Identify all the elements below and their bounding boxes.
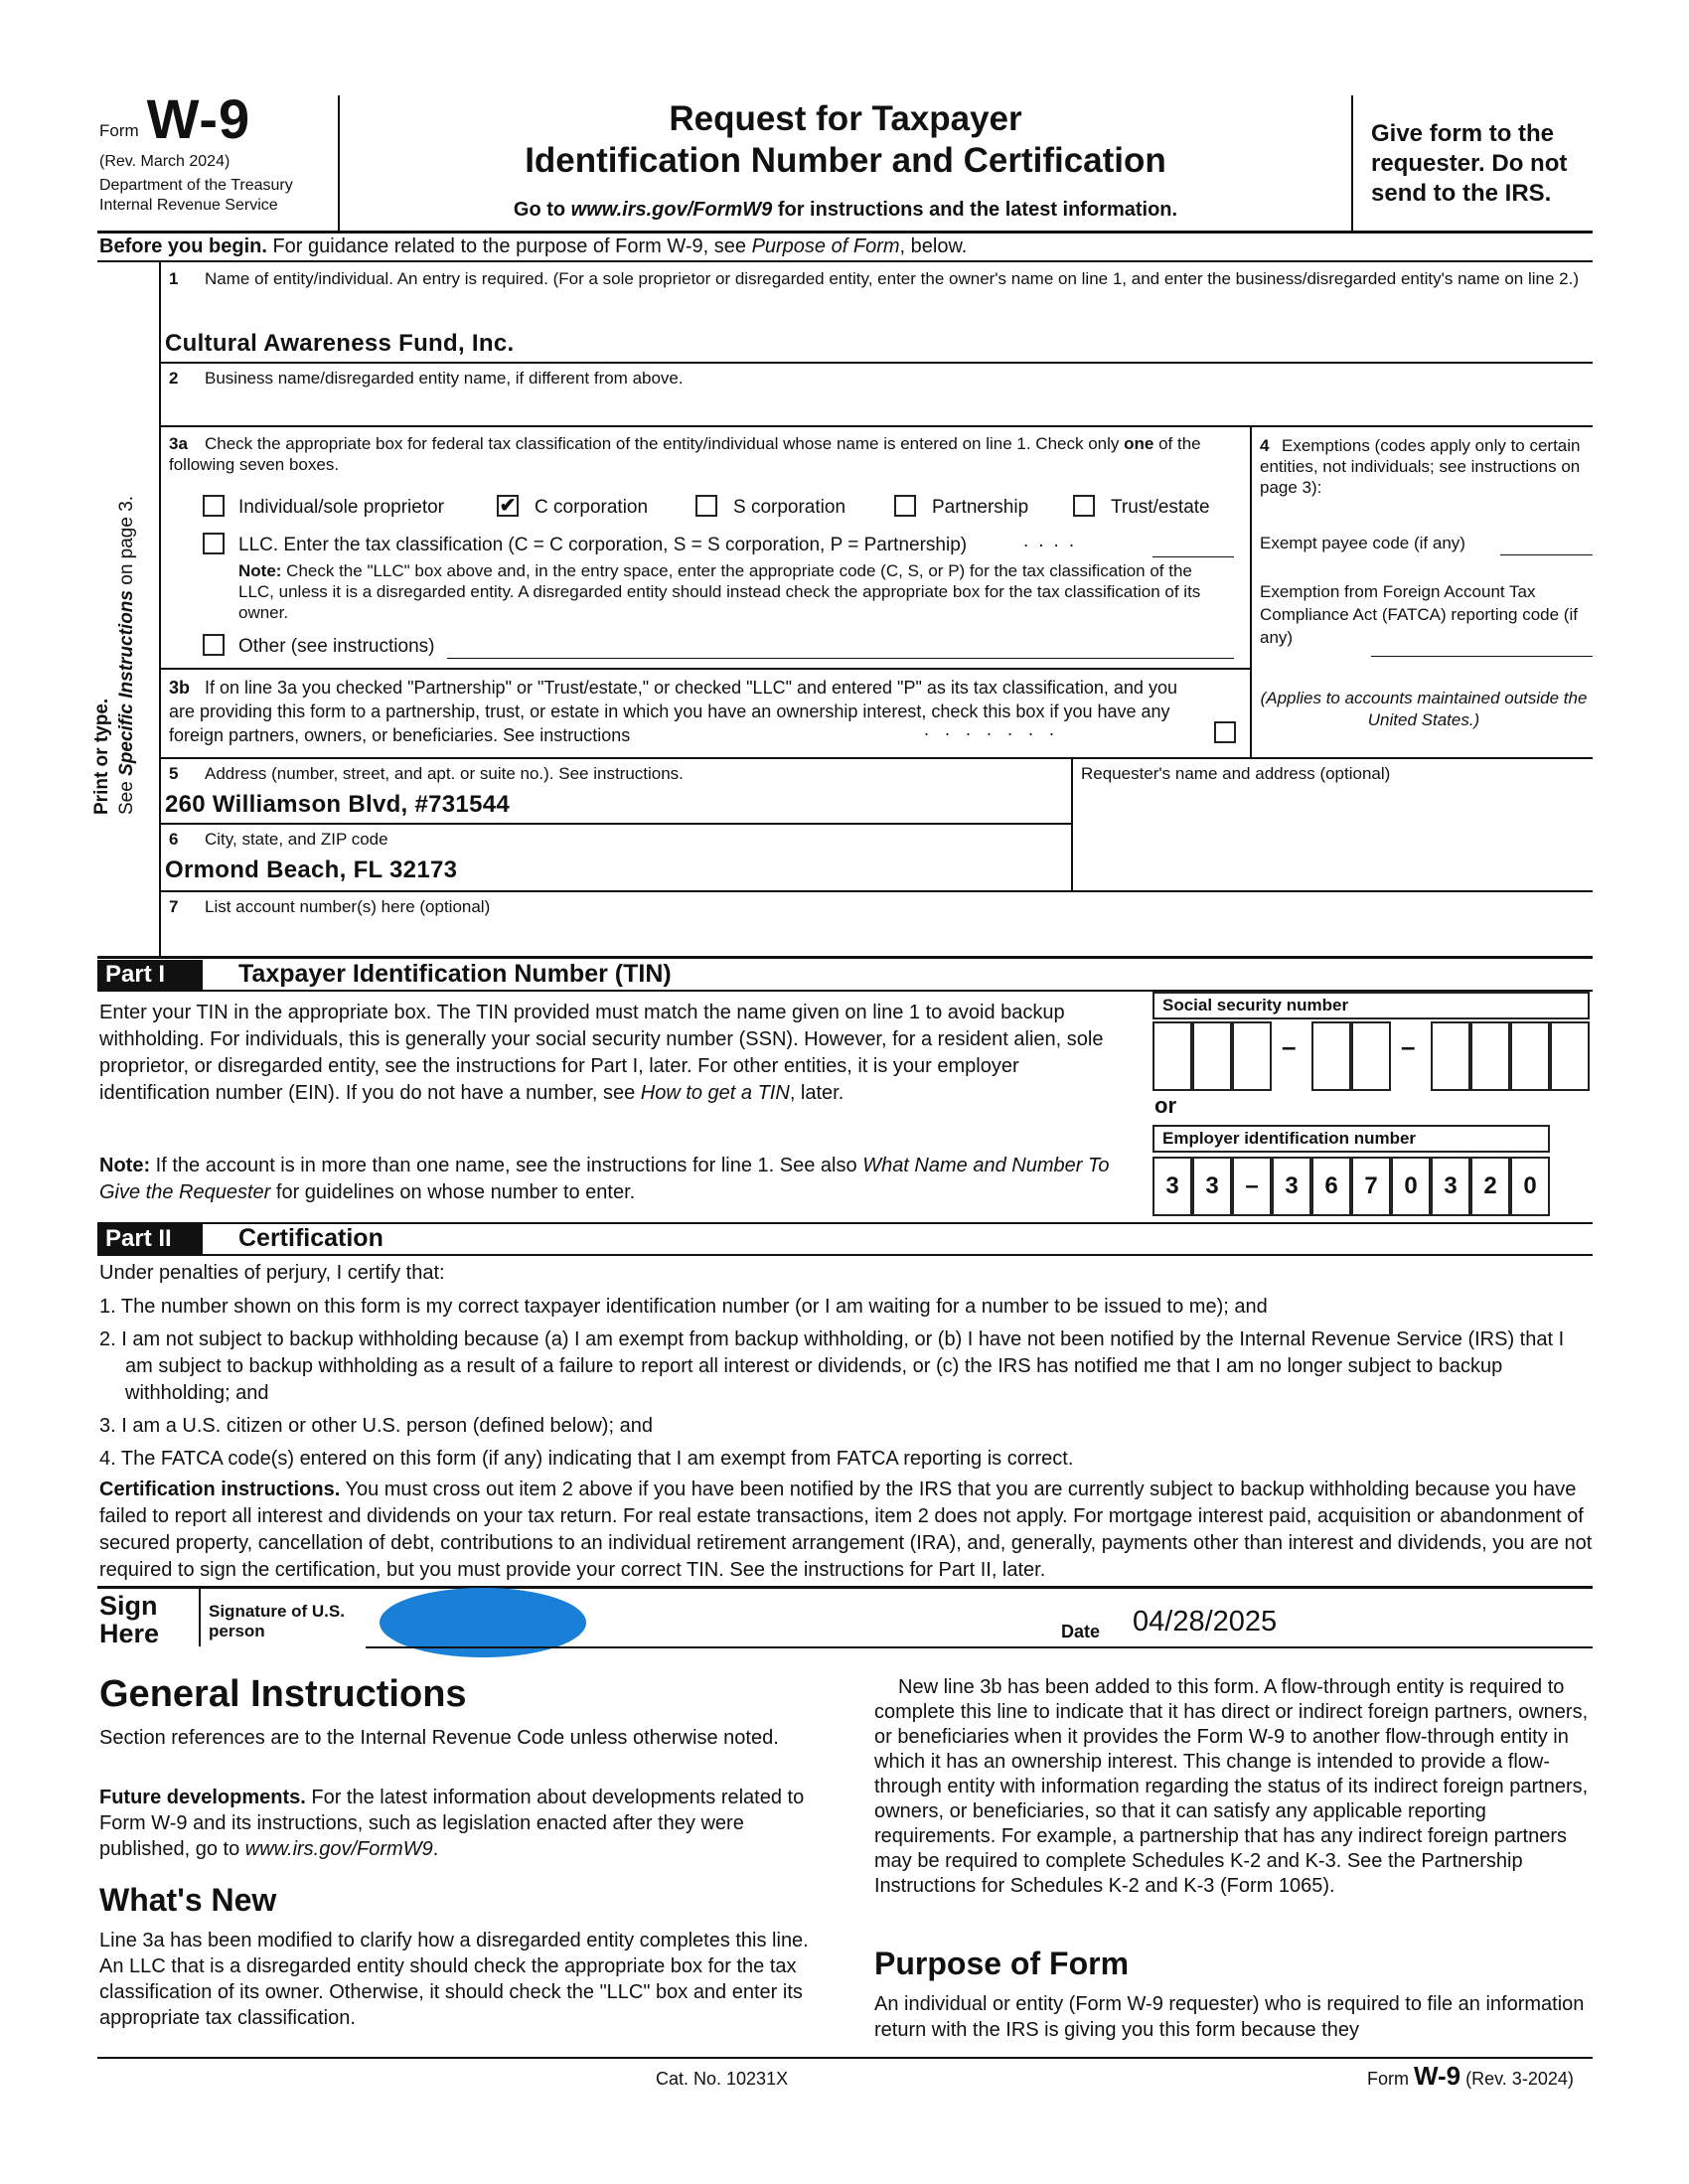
part-1-instructions: Enter your TIN in the appropriate box. The TIN provided must match the name given on line 1 to avoid backup withholding. For individuals, this is generally your social security number (SSN). However, for a resident alien, sole proprietor, or disregarded entity, see the instructions for Part I, later. For other entities, it is your employer identification number (EIN). If you do not have a number, see How to get a TIN, later.: [99, 1002, 1104, 1104]
other-field[interactable]: [447, 658, 1234, 659]
date-value[interactable]: 04/28/2025: [1133, 1606, 1278, 1638]
fatca-field[interactable]: [1371, 656, 1593, 657]
line-3b-text: 3b If on line 3a you checked "Partnership" or "Trust/estate," or checked "LLC" and entered "P" as its tax classification, and you are providing this form to a partnership, trust, or estate in which you have an ownership interest, check this box if you have any foreign partners, owners, or beneficiaries. See instructions: [169, 678, 1177, 745]
ssn-digit-box[interactable]: [1192, 1021, 1232, 1091]
line-3a-label: 3a Check the appropriate box for federal tax classification of the entity/individual whose name is entered on line 1. Check only one of the following seven boxes.: [169, 434, 1201, 474]
line-3b-dots: .......: [924, 719, 1071, 739]
fatca-label: Exemption from Foreign Account Tax Compliance Act (FATCA) reporting code (if any): [1260, 582, 1578, 647]
part-2-title: Certification: [238, 1224, 384, 1252]
label-other: Other (see instructions): [238, 636, 435, 657]
goto-url[interactable]: www.irs.gov/FormW9: [570, 199, 773, 221]
general-p1: Section references are to the Internal Revenue Code unless otherwise noted.: [99, 1727, 779, 1749]
date-label: Date: [1061, 1622, 1101, 1641]
department: Department of the Treasury: [99, 177, 293, 194]
future-developments: Future developments. For the latest information about developments related to Form W-9 and its instructions, such as legislation enacted after they were published, go to www.irs.gov/FormW9.: [99, 1787, 805, 1860]
checkbox-3b-foreign-partners[interactable]: [1214, 721, 1236, 743]
line-5-value[interactable]: 260 Williamson Blvd, #731544: [165, 791, 511, 818]
sign-here: Sign Here: [99, 1591, 160, 1648]
cert-item: 4. The FATCA code(s) entered on this form (if any) indicating that I am exempt from FATCA reporting is correct.: [99, 1448, 1074, 1470]
side-instructions: Print or type. See Specific Instructions on page 3.: [91, 495, 137, 815]
goto-line: Go to www.irs.gov/FormW9 for instructions and the latest information.: [513, 199, 1178, 221]
whats-new-title: What's New: [99, 1882, 277, 1918]
ssn-dash: –: [1282, 1031, 1297, 1061]
part-1-label: Part I: [97, 960, 203, 990]
exempt-payee-field[interactable]: [1500, 554, 1593, 555]
ssn-digit-box[interactable]: [1510, 1021, 1550, 1091]
llc-note: Note: Check the "LLC" box above and, in the entry space, enter the appropriate code (C, S, or P) for the tax classification of the LLC, unless it is a disregarded entity. A disregarded entity should instead check the appropriate box for the tax classification of its owner.: [238, 561, 1201, 622]
part-1-title: Taxpayer Identification Number (TIN): [238, 960, 672, 988]
footer-form: Form W-9 (Rev. 3-2024): [1367, 2061, 1574, 2091]
title-line-2: Identification Number and Certification: [525, 141, 1166, 180]
checkbox-s-corporation[interactable]: [695, 495, 717, 517]
ein-digit-box[interactable]: 7: [1351, 1157, 1391, 1216]
signature-label: Signature of U.S. person: [209, 1602, 345, 1640]
part-1-note: Note: If the account is in more than one name, see the instructions for line 1. See also What Name and Number To Give the Requester for guidelines on whose number to enter.: [99, 1155, 1110, 1203]
fatca-applies-note: (Applies to accounts maintained outside the United States.): [1260, 689, 1588, 729]
line-1-label: 1 Name of entity/individual. An entry is required. (For a sole proprietor or disregarded entity, enter the owner's name on line 1, and enter the business/disregarded entity's name on line 2.): [169, 269, 1579, 288]
form-id-block: [99, 87, 338, 215]
form-word: Form: [99, 121, 139, 140]
ssn-digit-box[interactable]: [1431, 1021, 1470, 1091]
form-revision: (Rev. March 2024): [99, 153, 230, 170]
ssn-digit-box[interactable]: [1152, 1021, 1192, 1091]
ein-digit-box[interactable]: 2: [1470, 1157, 1510, 1216]
whats-new-text: Line 3a has been modified to clarify how a disregarded entity completes this line. An LLC that is a disregarded entity should check the appropriate box for the tax classification of its owner. Otherwise, it should check the "LLC" box and enter its appropriate tax classification.: [99, 1930, 809, 2029]
ein-digit-box[interactable]: 3: [1272, 1157, 1311, 1216]
ein-dash: –: [1232, 1157, 1272, 1216]
ssn-label: Social security number: [1152, 992, 1590, 1019]
general-instructions-title: General Instructions: [99, 1673, 467, 1715]
cat-number: Cat. No. 10231X: [656, 2069, 789, 2089]
llc-code-field[interactable]: [1152, 556, 1234, 557]
or-label: or: [1154, 1093, 1176, 1118]
label-individual: Individual/sole proprietor: [238, 497, 445, 518]
ssn-digit-box[interactable]: [1470, 1021, 1510, 1091]
cert-item: 1. The number shown on this form is my correct taxpayer identification number (or I am waiting for a number to be issued to me); and: [99, 1296, 1268, 1318]
ein-digit-box[interactable]: 3: [1152, 1157, 1192, 1216]
ssn-digit-box[interactable]: [1351, 1021, 1391, 1091]
ssn-digit-box[interactable]: [1550, 1021, 1590, 1091]
checkbox-individual[interactable]: [203, 495, 225, 517]
line-6-value[interactable]: Ormond Beach, FL 32173: [165, 857, 458, 883]
before-you-begin: Before you begin. For guidance related to the purpose of Form W-9, see Purpose of Form, below.: [99, 235, 968, 257]
irs-name: Internal Revenue Service: [99, 197, 278, 214]
ein-label: Employer identification number: [1152, 1125, 1550, 1153]
cert-item: 3. I am a U.S. citizen or other U.S. person (defined below); and: [99, 1415, 653, 1437]
give-form-note: Give form to the requester. Do not send to the IRS.: [1371, 120, 1568, 207]
ssn-digit-box[interactable]: [1311, 1021, 1351, 1091]
checkbox-partnership[interactable]: [894, 495, 916, 517]
checkbox-llc[interactable]: [203, 533, 225, 554]
part-2-label: Part II: [97, 1224, 203, 1254]
checkbox-c-corporation[interactable]: ✔: [497, 495, 519, 517]
ssn-dash: –: [1401, 1031, 1416, 1061]
label-partnership: Partnership: [932, 497, 1029, 518]
label-llc: LLC. Enter the tax classification (C = C corporation, S = S corporation, P = Partnership): [238, 535, 968, 555]
line-3b-news: New line 3b has been added to this form. A flow-through entity is required to complete this line to indicate that it has direct or indirect foreign partners, owners, or beneficiaries when it provides the Form W-9 to another flow-through entity in which it has an ownership interest. This change is intended to provide a flow-through entity with information regarding the status of its indirect foreign partners, owners, or beneficiaries, so that it can satisfy any applicable reporting requirements. For example, a partnership that has any indirect foreign partners may be required to complete Schedules K-2 and K-3. See the Partnership Instructions for Schedules K-2 and K-3 (Form 1065).: [874, 1676, 1589, 1897]
title-line-1: Request for Taxpayer: [669, 99, 1022, 138]
purpose-of-form-title: Purpose of Form: [874, 1946, 1130, 1981]
ein-digit-box[interactable]: 6: [1311, 1157, 1351, 1216]
certification-instructions: Certification instructions. You must cross out item 2 above if you have been notified by the IRS that you are currently subject to backup withholding because you have failed to report all interest and dividends on your tax return. For real estate transactions, item 2 does not apply. For mortgage interest paid, acquisition or abandonment of secured property, cancellation of debt, contributions to an individual retirement arrangement (IRA), and, generally, payments other than interest and dividends, you are not required to sign the certification, but you must provide your correct TIN. See the instructions for Part II, later.: [99, 1479, 1593, 1581]
ein-digit-box[interactable]: 0: [1510, 1157, 1550, 1216]
label-trust-estate: Trust/estate: [1111, 497, 1210, 518]
checkbox-trust-estate[interactable]: [1073, 495, 1095, 517]
ein-digit-box[interactable]: 3: [1192, 1157, 1232, 1216]
cert-item: 2. I am not subject to backup withholding because (a) I am exempt from backup withholding, or (b) I have not been notified by the Internal Revenue Service (IRS) that I am subject to backup withholding as a result of a failure to report all interest or dividends, or (c) the IRS has notified me that I am no longer subject to backup withholding; and: [99, 1328, 1565, 1404]
llc-leader-dots: ....: [1023, 531, 1085, 551]
checkbox-other[interactable]: [203, 634, 225, 656]
requester-label: Requester's name and address (optional): [1081, 764, 1391, 783]
ein-digit-box[interactable]: 3: [1431, 1157, 1470, 1216]
certification-intro: Under penalties of perjury, I certify that:: [99, 1262, 445, 1284]
form-title: [340, 99, 1351, 222]
line-1-value[interactable]: Cultural Awareness Fund, Inc.: [165, 330, 515, 357]
ssn-digit-box[interactable]: [1232, 1021, 1272, 1091]
ein-digit-box[interactable]: 0: [1391, 1157, 1431, 1216]
label-c-corporation: C corporation: [535, 497, 649, 518]
label-s-corporation: S corporation: [733, 497, 846, 518]
line-4-exemptions: 4 Exemptions (codes apply only to certain entities, not individuals; see instructions on page 3):: [1260, 436, 1581, 497]
line-2-label: 2 Business name/disregarded entity name, if different from above.: [169, 369, 684, 388]
line-5-label: 5 Address (number, street, and apt. or suite no.). See instructions.: [169, 764, 684, 783]
exempt-payee-label: Exempt payee code (if any): [1260, 534, 1465, 552]
purpose-text: An individual or entity (Form W-9 requester) who is required to file an information return with the IRS is giving you this form because they: [874, 1993, 1585, 2041]
line-6-label: 6 City, state, and ZIP code: [169, 830, 388, 849]
line-7-label: 7 List account number(s) here (optional): [169, 897, 491, 916]
certification-items: [99, 1294, 1595, 1473]
form-number: W-9: [146, 87, 251, 150]
